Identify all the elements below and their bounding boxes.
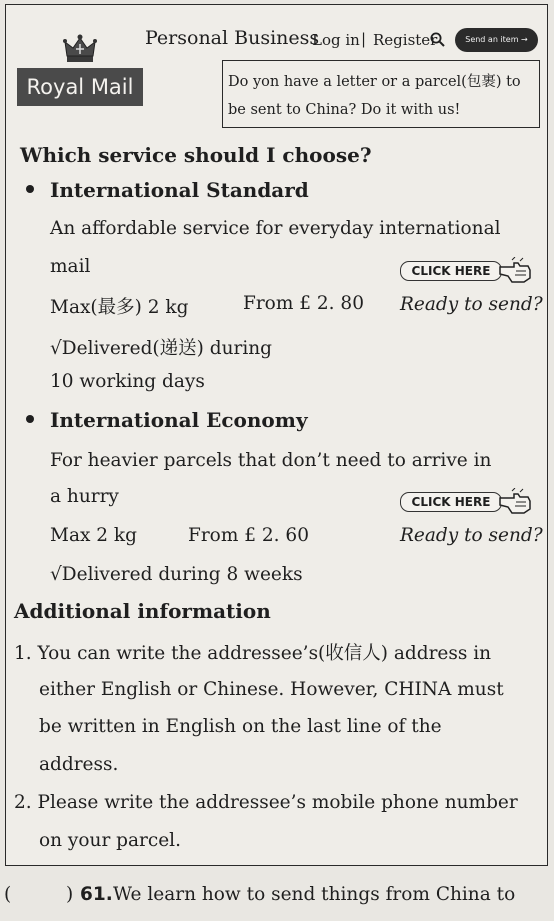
standard-desc-line-1: An affordable service for everyday international — [50, 218, 501, 239]
crown-icon — [63, 34, 97, 64]
economy-click-here-button[interactable] — [400, 490, 532, 514]
info-item-1-line-4: address. — [39, 754, 119, 775]
info-item-2-line-2: on your parcel. — [39, 830, 181, 851]
register-link[interactable]: Register — [373, 31, 438, 49]
service-heading: Which service should I choose? — [20, 143, 372, 167]
economy-delivered: √Delivered during 8 weeks — [50, 564, 303, 585]
promo-box — [222, 60, 540, 128]
royal-mail-logo[interactable] — [17, 34, 145, 110]
send-item-button[interactable]: Send an item → — [455, 28, 538, 52]
promo-line-1: Do yon have a letter or a parcel(包裹) to — [228, 74, 521, 90]
search-icon[interactable] — [430, 32, 445, 47]
click-here-label: CLICK HERE — [400, 492, 502, 512]
question-number: 61. — [80, 884, 113, 905]
standard-title: International Standard — [50, 178, 309, 202]
answer-paren-open: ( — [4, 884, 12, 905]
economy-desc-line-2: a hurry — [50, 486, 119, 507]
standard-click-here-button[interactable] — [400, 259, 532, 283]
standard-ready-to-send: Ready to send? — [400, 294, 543, 315]
pointing-hand-icon — [498, 257, 532, 285]
login-link[interactable]: Log in — [312, 31, 360, 49]
economy-ready-to-send: Ready to send? — [400, 525, 543, 546]
bullet-icon — [26, 185, 34, 193]
personal-business-link[interactable]: Personal Business — [145, 27, 320, 49]
nav-separator: | — [361, 30, 367, 48]
question-text: We learn how to send things from China to — [113, 884, 516, 905]
info-item-1-line-1: 1. You can write the addressee’s(收信人) address in — [14, 643, 492, 664]
logo-text: Royal Mail — [17, 68, 143, 106]
click-here-label: CLICK HERE — [400, 261, 502, 281]
standard-price: From £ 2. 80 — [243, 293, 364, 314]
info-item-2-line-1: 2. Please write the addressee’s mobile phone number — [14, 792, 518, 813]
pointing-hand-icon — [498, 488, 532, 516]
standard-delivered-line-1: √Delivered(递送) during — [50, 338, 273, 359]
economy-max-weight: Max 2 kg — [50, 525, 137, 546]
standard-delivered-line-2: 10 working days — [50, 371, 205, 392]
info-item-1-line-3: be written in English on the last line of the — [39, 716, 442, 737]
economy-price: From £ 2. 60 — [188, 525, 309, 546]
additional-info-heading: Additional information — [14, 599, 271, 623]
promo-line-2: be sent to China? Do it with us! — [228, 102, 461, 118]
standard-desc-line-2: mail — [50, 256, 91, 277]
info-item-1-line-2: either English or Chinese. However, CHINA must — [39, 679, 504, 700]
standard-max-weight: Max(最多) 2 kg — [50, 297, 189, 318]
bullet-icon — [26, 415, 34, 423]
answer-paren-close: ) — [66, 884, 74, 905]
economy-desc-line-1: For heavier parcels that don’t need to arrive in — [50, 450, 492, 471]
economy-title: International Economy — [50, 408, 308, 432]
